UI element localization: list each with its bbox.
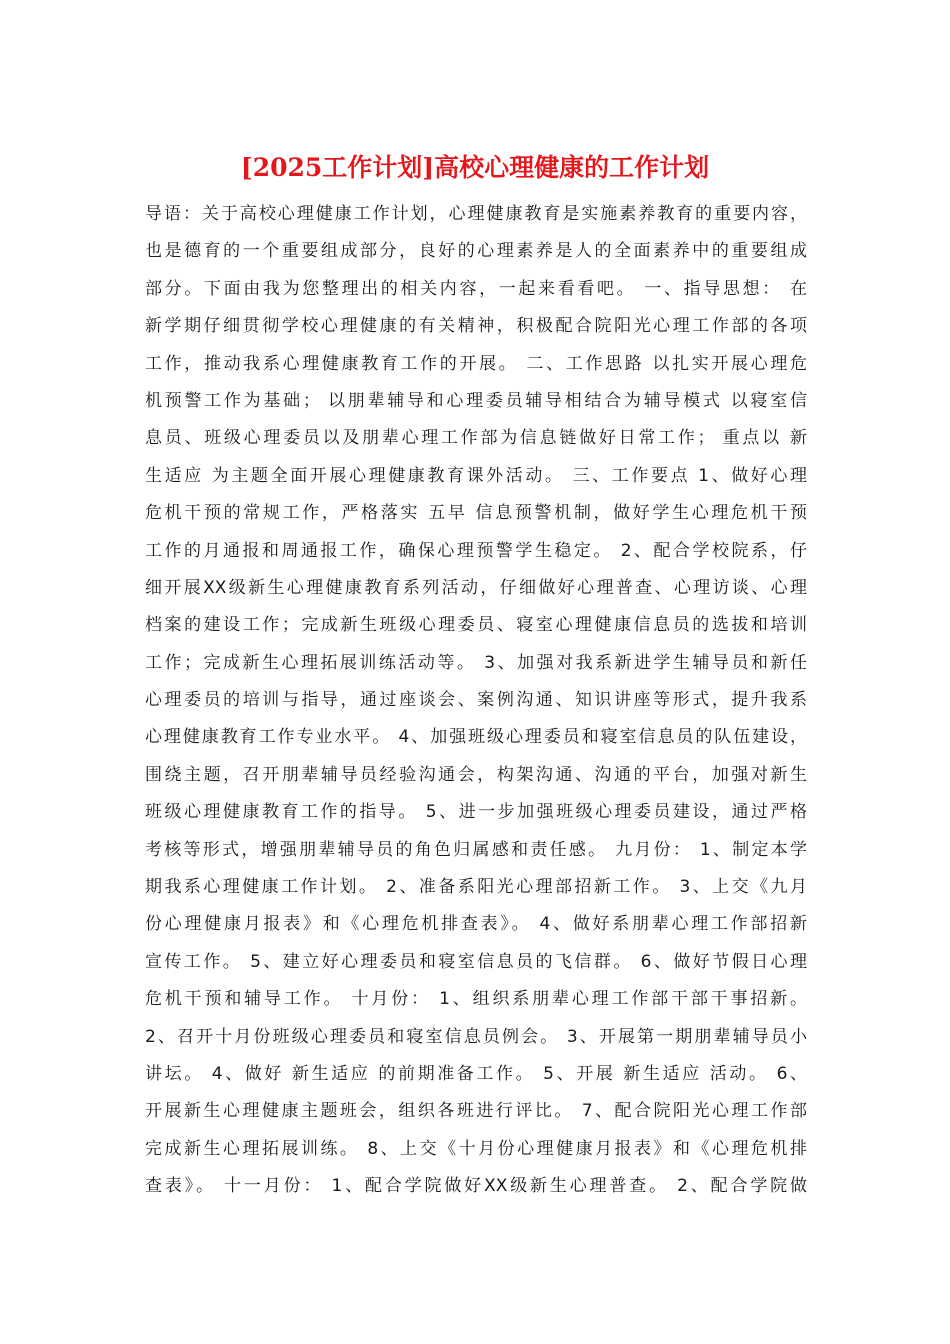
body-line: 心理委员的培训与指导，通过座谈会、案例沟通、知识讲座等形式，提升我系 xyxy=(145,690,807,711)
body-line: 也是德育的一个重要组成部分，良好的心理素养是人的全面素养中的重要组成 xyxy=(145,241,807,262)
body-line: 细开展XX级新生心理健康教育系列活动，仔细做好心理普查、心理访谈、心理 xyxy=(145,577,807,598)
body-line: 生适应 为主题全面开展心理健康教育课外活动。 三、工作要点 1、做好心理 xyxy=(145,465,807,486)
body-line: 危机干预的常规工作，严格落实 五早 信息预警机制，做好学生心理危机干预 xyxy=(145,503,807,524)
body-line: 宣传工作。 5、建立好心理委员和寝室信息员的飞信群。 6、做好节假日心理 xyxy=(145,951,807,972)
body-line: 心理健康教育工作专业水平。 4、加强班级心理委员和寝室信息员的队伍建设， xyxy=(145,727,807,748)
body-line: 危机干预和辅导工作。 十月份： 1、组织系朋辈心理工作部干部干事招新。 xyxy=(145,989,807,1010)
body-line: 机预警工作为基础； 以朋辈辅导和心理委员辅导相结合为辅导模式 以寝室信 xyxy=(145,390,807,411)
body-line: 档案的建设工作；完成新生班级心理委员、寝室心理健康信息员的选拔和培训 xyxy=(145,615,807,636)
body-line: 工作；完成新生心理拓展训练活动等。 3、加强对我系新进学生辅导员和新任 xyxy=(145,652,807,673)
body-line: 导语：关于高校心理健康工作计划，心理健康教育是实施素养教育的重要内容， xyxy=(145,204,807,224)
body-line: 息员、班级心理委员以及朋辈心理工作部为信息链做好日常工作； 重点以 新 xyxy=(145,428,807,449)
document-body xyxy=(145,196,807,1206)
body-line: 工作，推动我系心理健康教育工作的开展。 二、工作思路 以扎实开展心理危 xyxy=(145,353,807,374)
document-title: [2025工作计划]高校心理健康的工作计划 xyxy=(240,153,710,182)
body-line: 开展新生心理健康主题班会，组织各班进行评比。 7、配合院阳光心理工作部 xyxy=(145,1101,807,1122)
body-line: 新学期仔细贯彻学校心理健康的有关精神，积极配合院阳光心理工作部的各项 xyxy=(145,316,807,337)
body-line: 部分。下面由我为您整理出的相关内容，一起来看看吧。 一、指导思想： 在 xyxy=(145,278,807,299)
body-line: 班级心理健康教育工作的指导。 5、进一步加强班级心理委员建设，通过严格 xyxy=(145,802,807,823)
body-line: 查表》。 十一月份： 1、配合学院做好XX级新生心理普查。 2、配合学院做 xyxy=(145,1176,807,1197)
body-line: 完成新生心理拓展训练。 8、上交《十月份心理健康月报表》和《心理危机排 xyxy=(145,1138,807,1159)
body-line: 份心理健康月报表》和《心理危机排查表》。 4、做好系朋辈心理工作部招新 xyxy=(145,914,807,935)
body-line: 工作的月通报和周通报工作，确保心理预警学生稳定。 2、配合学校院系，仔 xyxy=(145,540,807,561)
body-line: 考核等形式，增强朋辈辅导员的角色归属感和责任感。 九月份： 1、制定本学 xyxy=(145,839,807,860)
body-line: 讲坛。 4、做好 新生适应 的前期准备工作。 5、开展 新生适应 活动。 6、 xyxy=(145,1063,807,1084)
body-line: 2、召开十月份班级心理委员和寝室信息员例会。 3、开展第一期朋辈辅导员小 xyxy=(145,1026,807,1047)
body-line: 期我系心理健康工作计划。 2、准备系阳光心理部招新工作。 3、上交《九月 xyxy=(145,877,807,898)
body-line: 围绕主题，召开朋辈辅导员经验沟通会，构架沟通、沟通的平台，加强对新生 xyxy=(145,764,807,785)
